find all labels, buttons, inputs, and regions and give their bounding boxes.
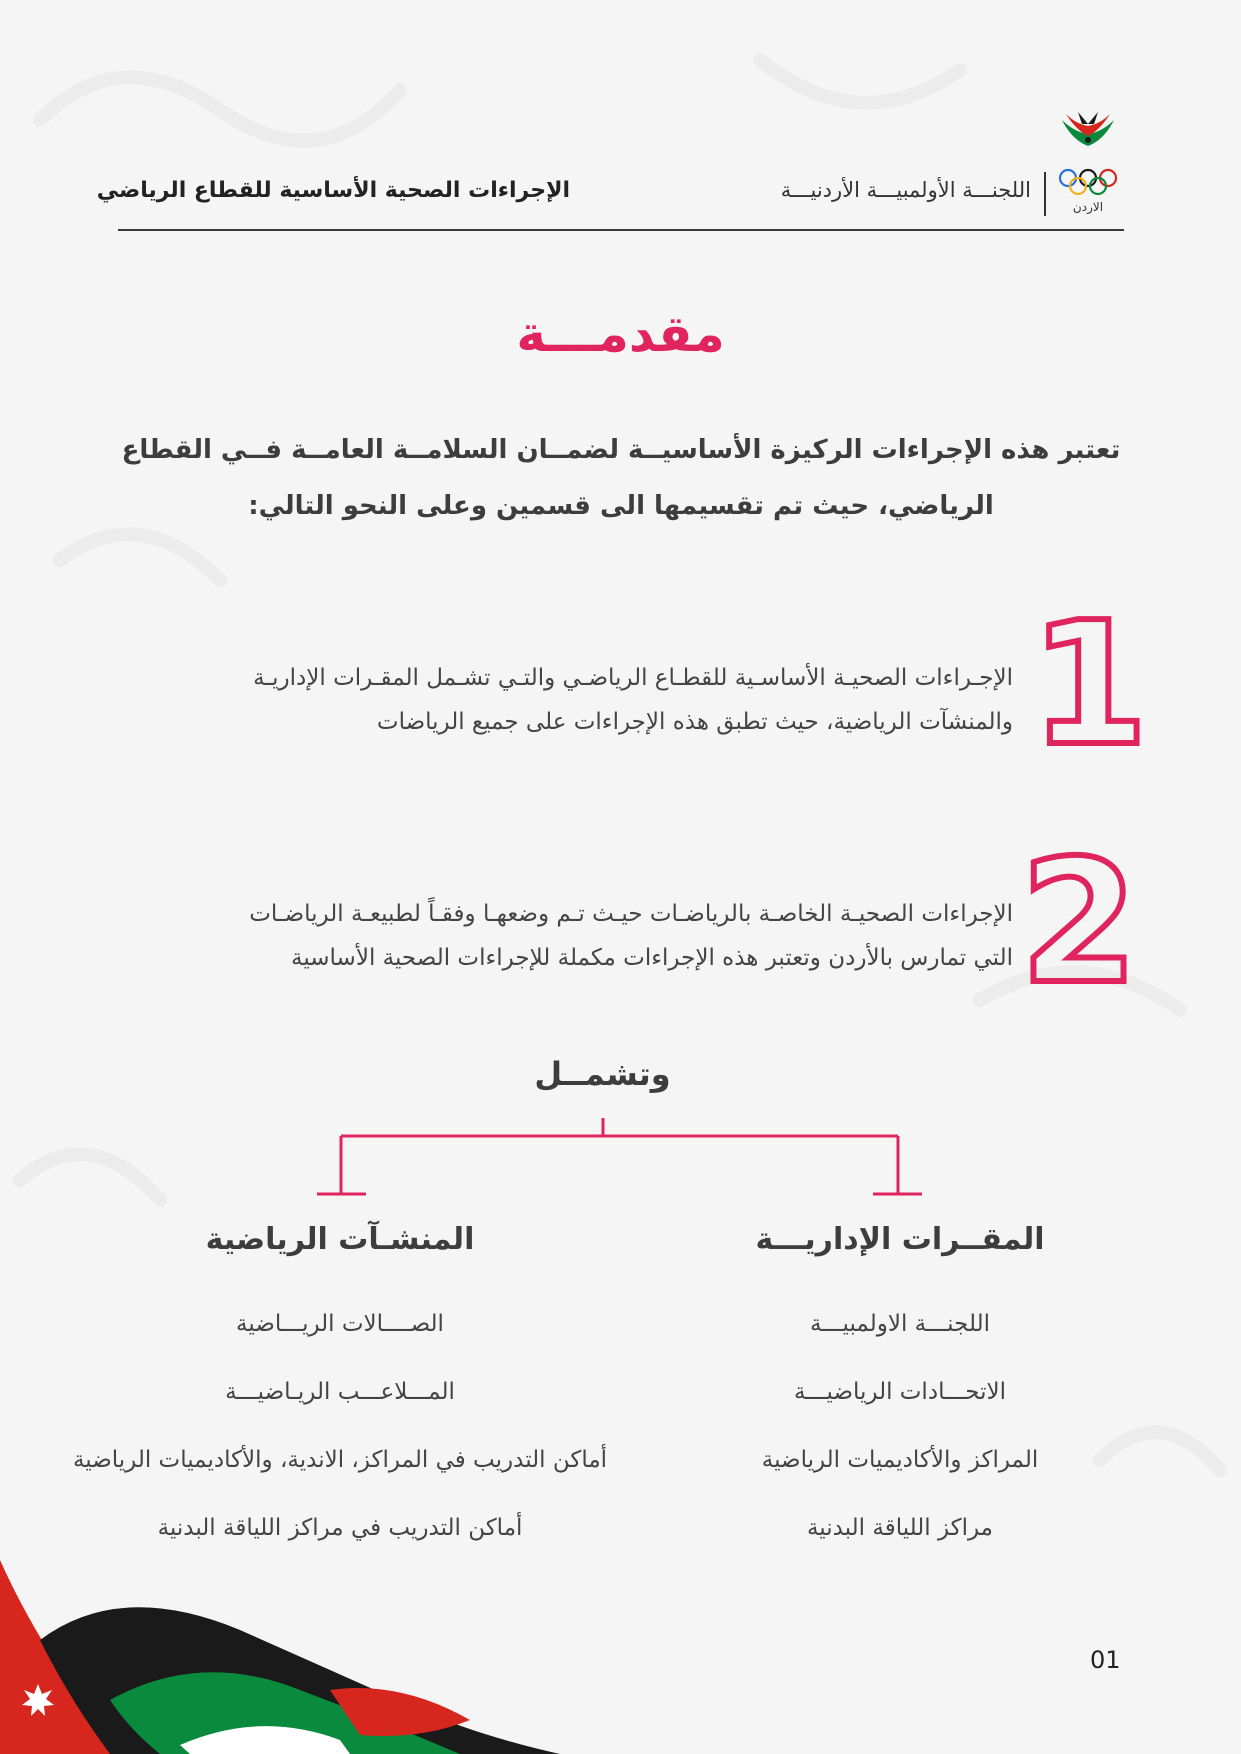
- item-number-2: 2: [1020, 824, 1139, 1022]
- page-heading: مقدمـــة: [516, 305, 725, 363]
- list-item: الاتحـــادات الرياضيـــة: [793, 1379, 1007, 1405]
- page-number: 01: [1090, 1646, 1121, 1674]
- includes-heading: وتشمــل: [534, 1055, 671, 1093]
- organization-name: اللجنـــة الأولمبيـــة الأردنيـــة: [780, 178, 1031, 202]
- jordan-flag-decoration: [0, 1540, 560, 1754]
- list-item: الصــــالات الريـــاضية: [236, 1311, 444, 1337]
- list-item: المراكز والأكاديميات الرياضية: [761, 1447, 1039, 1473]
- sports-facilities-title: المنشـآت الرياضية: [205, 1222, 475, 1257]
- item-2-line-2: التي تمارس بالأردن وتعتبر هذه الإجراءات مكملة للإجراءات الصحية الأساسية: [291, 945, 1013, 971]
- intro-line-1: تعتبر هذه الإجراءات الركيزة الأساسيــة لضمــان السلامــة العامــة فــي القطاع: [121, 435, 1121, 465]
- administrative-offices-title: المقــرات الإداريـــة: [755, 1222, 1045, 1257]
- item-1-line-2: والمنشآت الرياضية، حيث تطبق هذه الإجراءات على جميع الرياضات: [376, 709, 1013, 735]
- list-item: أماكن التدريب في المراكز، الاندية، والأكاديميات الرياضية: [72, 1447, 608, 1473]
- intro-paragraph: [118, 422, 1124, 534]
- list-item: مراكز اللياقة البدنية: [806, 1515, 994, 1541]
- header-rule: [118, 229, 1124, 231]
- item-number-1: 1: [1030, 586, 1149, 784]
- item-2-line-1: الإجراءات الصحيـة الخاصـة بالرياضـات حيـث تـم وضعهـا وفقـاً لطبيعـة الرياضـات: [249, 901, 1013, 927]
- intro-line-2: الرياضي، حيث تم تقسيمها الى قسمين وعلى النحو التالي:: [248, 491, 994, 521]
- sports-facilities-list: [40, 1290, 640, 1562]
- list-item: أماكن التدريب في مراكز اللياقة البدنية: [157, 1515, 523, 1541]
- administrative-offices-list: [700, 1290, 1100, 1562]
- logo-caption: الاردن: [1072, 200, 1104, 214]
- document-title: الإجراءات الصحية الأساسية للقطاع الرياضي: [96, 178, 570, 203]
- header-divider: [1044, 172, 1046, 216]
- item-1-line-1: الإجـراءات الصحيـة الأساسـية للقطـاع الرياضـي والتـي تشـمل المقـرات الإداريـة: [253, 665, 1013, 691]
- list-item: المـــلاعـــب الريـاضيـــة: [225, 1379, 455, 1405]
- tree-connector: [0, 1110, 1241, 1200]
- list-item: اللجنـــة الاولمبيـــة: [809, 1311, 990, 1337]
- item-2-text: [118, 892, 1013, 980]
- item-1-text: [118, 656, 1013, 744]
